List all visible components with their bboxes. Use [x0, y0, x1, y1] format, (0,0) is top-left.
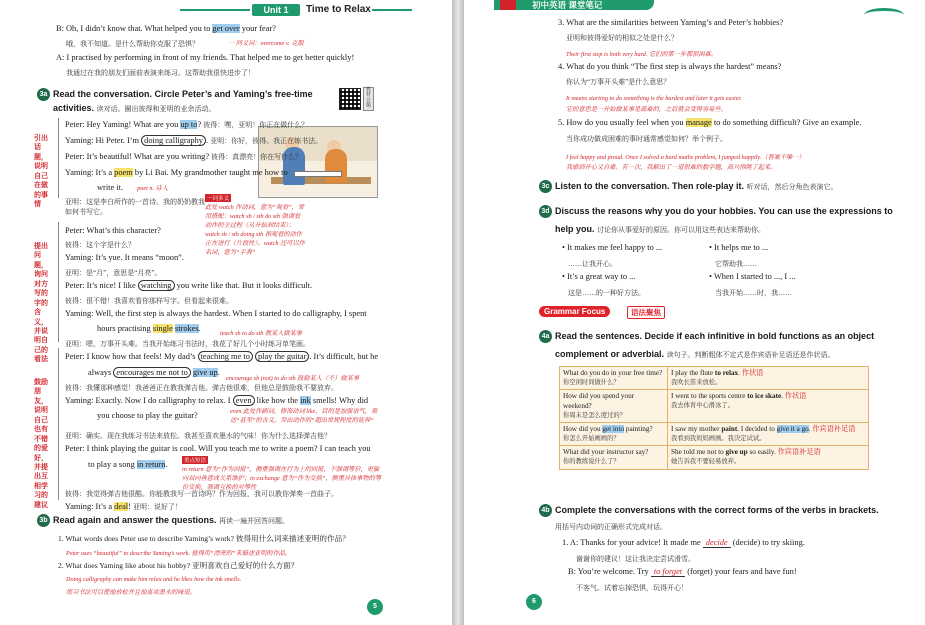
dialogue-line-12: Yaming: It’s a deal! 亚明：说好了！ [65, 502, 183, 511]
return-annotation: in return 意为“作为回报”，侧重强调在行为上的回报，不强调等价，更偏向双向善意或关系维护；in exchange 意为“作为交换”，侧重具体事物的等价交换，强调互换的对等性 [182, 466, 382, 491]
dialogue-zh-8: 亚明：嗯，万事开头难。当我开始练习书法时，我花了好几个小时练习单笔画。 [65, 340, 310, 348]
section-3d-heading-line1: Discuss the reasons why you do your hobbies. You can use the expressions to [555, 206, 893, 216]
expression-3-zh: 这是……的一种好方法。 [568, 289, 645, 297]
dialogue-zh-6: 亚明：是“月”，意思是“月亮”。 [65, 269, 162, 277]
dialogue-line-11: Peter: I think playing the guitar is cool. Will you teach me to write a poem? I can teach you [65, 444, 371, 453]
answer-5-zh: 我感到开心又自豪。有一次，我解出了一道很难的数学题，高兴得跳了起来。 [566, 164, 777, 171]
section-4a-badge: 4a [539, 330, 552, 343]
dialogue-zh-10: 亚明：确实。现在我练习书法来放松。我甚至喜欢墨水的气味！你为什么选择弹吉他？ [65, 432, 331, 440]
answer-4-en: It means starting to do something is the hardest and later it gets easier. [566, 95, 742, 102]
table-row: What do you do in your free time? 你空闲时间做什么？ I play the flute to relax. 作状语 我吹长笛来放松。 [560, 367, 869, 390]
watch-annotation: 此处 watch 作动词，意为“观看”，常用搭配：watch sb / sth do sth 强调看动作的全过程（从开始到结束）；watch sb / sth doing sth 指观看的动作正在进行（片段性）。watch 还可以作名词，意为“手表” [205, 204, 305, 256]
section-3b-badge: 3b [37, 514, 50, 527]
section-3d-heading-line2: help you. 讨论你从事爱好的原因。你可以用这些表达来帮助你。 [555, 224, 766, 234]
dialogue-line-9b: always encourages me not to give up. [88, 368, 220, 377]
dialogue-line-5: Peter: What’s this character? [65, 226, 161, 235]
dialogue-line-10b: you choose to play the guitar? [97, 411, 198, 420]
expression-2: • It helps me to ... [709, 243, 769, 252]
intro-b-note: 一 同义词：overcome v. 克服 [228, 40, 304, 47]
section-3c-heading: Listen to the conversation. Then role-play it. 听对话，然后分角色表演它。 [555, 181, 838, 191]
intro-a-zh: 我通过在我的朋友们面前表演来练习。这帮助我很快进步了！ [66, 69, 255, 77]
dialogue-line-10: Yaming: Exactly. Now I do calligraphy to relax. I even like how the ink smells! Why did [65, 396, 369, 405]
dialogue-line-1: Peter: Hey Yaming! What are you up to? 彼得：嘿，亚明！你正在做什么？ [65, 120, 309, 129]
dialogue-line-4: Yaming: It’s a poem by Li Bai. My grandmother taught me how to [65, 168, 288, 177]
question-5: 5. How do you usually feel when you manage to do something difficult? Give an example. [558, 118, 862, 127]
section-3c-badge: 3c [539, 180, 552, 193]
intro-b-zh: 哦，我不知道。是什么帮助你克服了恐惧？ [66, 40, 199, 48]
expression-1: • It makes me feel happy to ... [562, 243, 663, 252]
decorative-swoosh [864, 8, 904, 22]
section-3d-badge: 3d [539, 205, 552, 218]
page-number-left: 5 [367, 599, 383, 615]
intro-b-line: B: Oh, I didn’t know that. What helped you to get over your fear? [56, 24, 276, 33]
section-3a-heading-line1: Read the conversation. Circle Peter’s and Yaming’s free-time [53, 89, 313, 99]
exercise-line-1-zh: 谢谢你的建议！这让我决定尝试滑雪。 [576, 555, 695, 563]
section-3a-heading-line2: activities. 读对话。圈出彼得和亚明的业余活动。 [53, 103, 216, 113]
dialogue-zh-4: 亚明：这是李白所作的一首诗。我的奶奶教我如何书写它。 [65, 198, 205, 216]
teach-annotation: teach sb to do sth 教某人做某事 [220, 330, 302, 337]
question-1: 1. What words does Peter use to describe Yaming’s work? 彼得用什么词来描述亚明的作品？ [58, 534, 350, 543]
dialogue-zh-5: 彼得：这个字是什么？ [65, 241, 135, 249]
encourage-annotation: encourage sb (not) to do sth 鼓励某人（不）做某事 [226, 375, 360, 382]
table-row: What did your instructor say? 你的教练说什么了？ She told me not to give up so easily. 作宾语补足语 她告诉我不要轻易放弃。 [560, 446, 869, 469]
label-word-meaning: 一词多义 [207, 196, 230, 202]
unit-title: Time to Relax [306, 4, 371, 15]
dialogue-line-9: Peter: I know how that feels! My dad’s teaching me to play the guitar . It’s difficult, but he [65, 352, 379, 361]
blank-answer-2[interactable]: to forget [651, 567, 685, 577]
expression-1-zh: ……让我开心。 [568, 260, 617, 268]
dialogue-zh-7: 彼得：很不错！我喜欢看你那样写字。但看起来很难。 [65, 297, 233, 305]
grammar-focus-label: Grammar Focus [539, 306, 610, 317]
grammar-table [559, 366, 869, 470]
publisher-logo-icon [500, 0, 516, 10]
intro-a-line: A: I practised by performing in front of my friends. That helped me to get better quickly! [56, 53, 355, 62]
dialogue-line-4b: write it. poet n. 诗人 [97, 183, 168, 192]
dialogue-line-11b: to play a song in return. [88, 460, 168, 469]
table-row: How did you get into painting? 你怎么开始画画的？ I saw my mother paint. I decided to give it a go. 作宾语补足语 我看到我妈妈画画。我决定试试。 [560, 423, 869, 446]
dialogue-line-2: Yaming: Hi Peter. I’m doing calligraphy . 亚明：你好，彼得。我正在练书法。 [65, 136, 323, 145]
side-note-1: 引出话题，说明自己在做的事情 [34, 134, 48, 209]
dialogue-zh-9: 彼得：我懂那种感觉！我爸爸正在教我弹吉他。弹吉他很难，但他总是鼓励我不要放弃。 [65, 384, 338, 392]
answer-2-en: Doing calligraphy can make him relax and he likes how the ink smells. [66, 576, 242, 583]
section-4b-badge: 4b [539, 504, 552, 517]
dialogue-line-8: Yaming: Well, the first step is always the hardest. When I started to do calligraphy, I spent [65, 309, 367, 318]
question-3-zh: 亚明和彼得爱好的相似之处是什么？ [566, 34, 678, 42]
question-4-zh: 你认为“万事开头难”是什么意思？ [566, 78, 671, 86]
answer-2-zh: 练习书法可以使他放松并且他喜欢墨水的味道。 [66, 589, 196, 596]
even-annotation: even 此处作副词，修饰动词 like，目的是加强语气，表达“甚至”的含义。突出动作的“超出常规程度的延伸” [230, 408, 378, 424]
expression-4-zh: 当我开始……时，我…… [715, 289, 792, 297]
expression-3: • It’s a great way to ... [562, 272, 636, 281]
highlight-get-over: get over [212, 24, 240, 33]
section-4a-heading-line2: complement or adverbial. 读句子。判断粗体不定式是作宾语补足语还是作状语。 [555, 349, 835, 359]
question-5-zh: 当你成功做成困难的事时通常感觉如何？举个例子。 [566, 135, 727, 143]
answer-1: Peter uses “beautiful” to describe Yaming’s work. 彼得用“漂亮的”来描述亚明的作品。 [66, 550, 292, 557]
unit-badge: Unit 1 [252, 4, 300, 16]
expression-2-zh: 它帮助我…… [715, 260, 757, 268]
answer-5-en: I feel happy and proud. Once I solved a hard maths problem, I jumped happily.（答案不唯一） [566, 154, 805, 161]
label-key-phrase: 重点短语 [184, 458, 207, 464]
section-4b-heading-zh: 用括号内动词的正确形式完成对话。 [555, 523, 667, 531]
answer-4-zh: 它的意思是一开始做某事是最难的，之后就会变得容易些。 [566, 106, 727, 113]
table-row: How did you spend your weekend? 你周末是怎么度过的？ I went to the sports centre to ice skate. 作状语 我去体育中心滑冰了。 [560, 390, 869, 423]
right-page [464, 0, 925, 625]
side-note-3: 鼓励朋友，说明自己也有不错的爱好，并提出互相学习的建议 [34, 378, 48, 509]
answer-3: Their first step is both very hard. 它们的第一步都很困难。 [566, 51, 718, 58]
blank-answer-1[interactable]: decide [703, 538, 731, 548]
grammar-focus-zh: 语法聚焦 [627, 306, 665, 319]
section-3a-badge: 3a [37, 88, 50, 101]
question-3: 3. What are the similarities between Yaming’s and Peter’s hobbies? [558, 18, 784, 27]
unit-header [180, 4, 410, 16]
exercise-line-2-zh: 不客气。试着忘掉恐惧，玩得开心！ [576, 584, 688, 592]
exercise-line-2: B: You’re welcome. Try to forget (forget) your fears and have fun! [568, 567, 797, 576]
left-page [0, 0, 452, 625]
question-2: 2. What does Yaming like about his hobby? 亚明喜欢自己爱好的什么方面？ [58, 561, 299, 570]
dialogue-line-7: Peter: It’s nice! I like watching you write like that. But it looks difficult. [65, 281, 313, 290]
banner-title: 初中英语 课堂笔记 [532, 0, 603, 10]
dialogue-line-3: Peter: It’s beautiful! What are you writing? 彼得：真漂亮！你在写什么？ [65, 152, 303, 161]
book-gutter [452, 0, 464, 625]
dialogue-line-8b: hours practising single strokes. [97, 324, 201, 333]
expression-4: • When I started to ..., I ... [709, 272, 796, 281]
page-number-right: 6 [526, 594, 542, 610]
section-3b-heading: Read again and answer the questions. 再读一遍并回答问题。 [53, 515, 290, 525]
section-4b-heading: Complete the conversations with the correct forms of the verbs in brackets. [555, 505, 879, 515]
side-note-2: 提出问题，询问对方写的字的含义，并说明自己的看法 [34, 242, 48, 364]
dialogue-line-6: Yaming: It’s yue. It means “moon”. [65, 253, 184, 262]
exercise-line-1: 1. A: Thanks for your advice! It made me decide (decide) to try skiing. [562, 538, 805, 547]
question-4: 4. What do you think “The first step is always the hardest” means? [558, 62, 782, 71]
audio-tag: 教材音频 [363, 87, 374, 111]
dialogue-zh-11: 彼得：我觉得弹吉他很酷。你能教我写一首诗吗？作为回报，我可以教你弹奏一首曲子。 [65, 490, 338, 498]
section-4a-heading-line1: Read the sentences. Decide if each infinitive in bold functions as an object [555, 331, 875, 341]
qr-code-icon[interactable] [339, 88, 361, 110]
